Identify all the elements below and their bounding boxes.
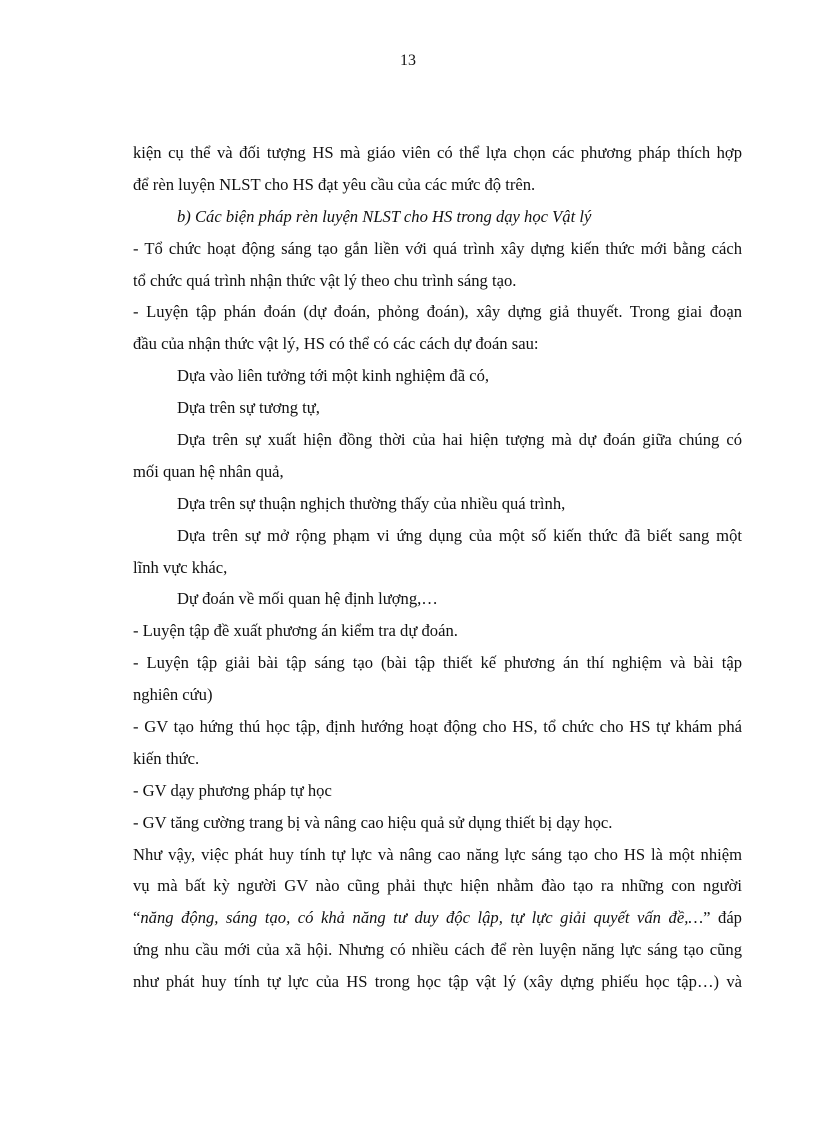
text-line: Dựa trên sự mở rộng phạm vi ứng dụng của một số kiến thức đã biết sang một bbox=[177, 525, 742, 545]
italic-quote-text: năng động, sáng tạo, có khả năng tư duy độc lập, tự lực giải quyết vấn đề,… bbox=[140, 908, 704, 928]
text-line: lĩnh vực khác, bbox=[133, 557, 228, 577]
text-line: nghiên cứu) bbox=[133, 685, 213, 705]
text-line: - Luyện tập đề xuất phương án kiểm tra dự đoán. bbox=[133, 621, 458, 641]
text-line: mối quan hệ nhân quả, bbox=[133, 461, 284, 481]
text-segment: ” đáp bbox=[703, 908, 742, 928]
text-line: để rèn luyện NLST cho HS đạt yêu cầu của các mức độ trên. bbox=[133, 174, 536, 194]
text-line: Dự đoán về mối quan hệ định lượng,… bbox=[177, 589, 438, 609]
text-segment: “ bbox=[133, 908, 141, 928]
text-line: vụ mà bất kỳ người GV nào cũng phải thực hiện nhằm đào tạo ra những con người bbox=[133, 876, 742, 896]
body-text bbox=[133, 137, 742, 998]
text-line: - Tổ chức hoạt động sáng tạo gắn liền với quá trình xây dựng kiến thức mới bằng cách bbox=[133, 238, 742, 258]
text-line: ứng nhu cầu mới của xã hội. Nhưng có nhiều cách để rèn luyện năng lực sáng tạo cũng bbox=[133, 940, 742, 960]
text-line: kiến thức. bbox=[133, 748, 200, 768]
text-line bbox=[133, 902, 742, 934]
text-line: kiện cụ thể và đối tượng HS mà giáo viên có thể lựa chọn các phương pháp thích hợp bbox=[133, 143, 742, 162]
text-line: Dựa trên sự xuất hiện đồng thời của hai hiện tượng mà dự đoán giữa chúng có bbox=[177, 430, 742, 450]
text-line: - Luyện tập giải bài tập sáng tạo (bài tập thiết kế phương án thí nghiệm và bài tập bbox=[133, 653, 742, 673]
text-line: đầu của nhận thức vật lý, HS có thể có các cách dự đoán sau: bbox=[133, 334, 539, 354]
text-line: Như vậy, việc phát huy tính tự lực và nâng cao năng lực sáng tạo cho HS là một nhiệm bbox=[133, 844, 742, 864]
text-line: - Luyện tập phán đoán (dự đoán, phỏng đoán), xây dựng giả thuyết. Trong giai đoạn bbox=[133, 302, 742, 322]
text-line: b) Các biện pháp rèn luyện NLST cho HS trong dạy học Vật lý bbox=[177, 206, 592, 226]
text-line: Dựa trên sự tương tự, bbox=[177, 398, 320, 418]
page-number: 13 bbox=[400, 52, 416, 69]
text-line: - GV tăng cường trang bị và nâng cao hiệu quả sử dụng thiết bị dạy học. bbox=[133, 812, 613, 832]
text-line: Dựa vào liên tưởng tới một kinh nghiệm đã có, bbox=[177, 366, 490, 386]
text-line: - GV dạy phương pháp tự học bbox=[133, 780, 332, 800]
text-line: như phát huy tính tự lực của HS trong học tập vật lý (xây dựng phiếu học tập…) và bbox=[133, 972, 742, 992]
text-line: tổ chức quá trình nhận thức vật lý theo chu trình sáng tạo. bbox=[133, 270, 517, 290]
text-line: - GV tạo hứng thú học tập, định hướng hoạt động cho HS, tổ chức cho HS tự khám phá bbox=[133, 717, 742, 737]
text-line: Dựa trên sự thuận nghịch thường thấy của nhiều quá trình, bbox=[177, 493, 566, 513]
